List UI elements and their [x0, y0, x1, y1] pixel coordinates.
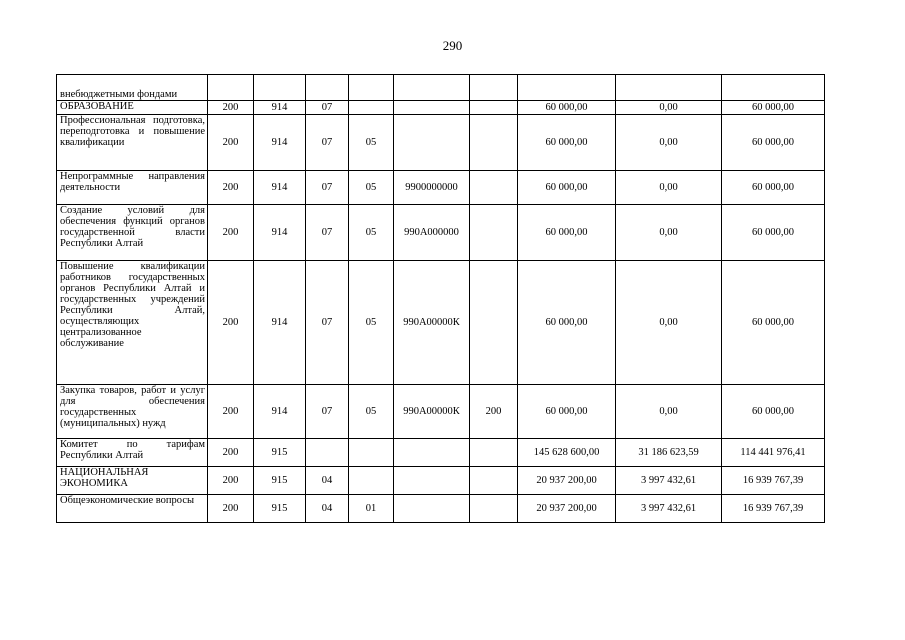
amount-cell: 145 628 600,00 [518, 439, 616, 467]
row-name: внебюджетными фондами [57, 75, 208, 101]
amount-cell: 0,00 [616, 261, 722, 385]
cell [470, 205, 518, 261]
amount-cell: 3 997 432,61 [616, 495, 722, 523]
cell: 07 [306, 101, 349, 115]
cell [349, 467, 394, 495]
amount-cell: 114 441 976,41 [722, 439, 825, 467]
cell: 200 [470, 385, 518, 439]
amount-cell: 0,00 [616, 101, 722, 115]
amount-cell: 60 000,00 [518, 205, 616, 261]
cell: 914 [254, 171, 306, 205]
cell: 914 [254, 205, 306, 261]
amount-cell: 0,00 [616, 205, 722, 261]
cell: 915 [254, 495, 306, 523]
cell [254, 75, 306, 101]
cell: 07 [306, 115, 349, 171]
cell [470, 115, 518, 171]
cell [394, 439, 470, 467]
cell: 200 [208, 115, 254, 171]
cell: 200 [208, 385, 254, 439]
cell: 07 [306, 385, 349, 439]
cell: 990А000000 [394, 205, 470, 261]
amount-cell: 31 186 623,59 [616, 439, 722, 467]
amount-cell: 60 000,00 [722, 115, 825, 171]
cell: 200 [208, 439, 254, 467]
cell [470, 495, 518, 523]
amount-cell: 60 000,00 [722, 205, 825, 261]
cell: 914 [254, 261, 306, 385]
cell [208, 75, 254, 101]
amount-cell: 60 000,00 [722, 385, 825, 439]
row-name: НАЦИОНАЛЬНАЯ ЭКОНОМИКА [57, 467, 208, 495]
cell: 200 [208, 101, 254, 115]
amount-cell [518, 75, 616, 101]
budget-table [56, 74, 825, 523]
row-name: ОБРАЗОВАНИЕ [57, 101, 208, 115]
cell [394, 467, 470, 495]
cell: 914 [254, 385, 306, 439]
amount-cell: 60 000,00 [518, 261, 616, 385]
amount-cell: 20 937 200,00 [518, 467, 616, 495]
cell [470, 439, 518, 467]
cell: 915 [254, 467, 306, 495]
cell: 01 [349, 495, 394, 523]
cell: 05 [349, 385, 394, 439]
cell: 07 [306, 171, 349, 205]
cell: 05 [349, 261, 394, 385]
cell: 200 [208, 495, 254, 523]
cell: 9900000000 [394, 171, 470, 205]
table-row [57, 261, 825, 385]
table-row [57, 385, 825, 439]
amount-cell [722, 75, 825, 101]
cell: 990А00000К [394, 385, 470, 439]
table-row [57, 495, 825, 523]
table-row [57, 115, 825, 171]
amount-cell: 16 939 767,39 [722, 495, 825, 523]
table-row [57, 75, 825, 101]
cell: 04 [306, 467, 349, 495]
cell: 04 [306, 495, 349, 523]
amount-cell [616, 75, 722, 101]
cell [470, 261, 518, 385]
cell [349, 75, 394, 101]
amount-cell: 60 000,00 [518, 171, 616, 205]
amount-cell: 60 000,00 [518, 101, 616, 115]
row-name: Повышение квалификации работников государственных органов Республики Алтай и государственных учреждений Республики Алтай, осуществляющих централизованное обслуживание [57, 261, 208, 385]
table-row [57, 467, 825, 495]
row-name: Непрограммные направления деятельности [57, 171, 208, 205]
cell: 914 [254, 115, 306, 171]
cell [470, 171, 518, 205]
cell: 200 [208, 467, 254, 495]
table-row [57, 101, 825, 115]
row-name: Общеэкономические вопросы [57, 495, 208, 523]
amount-cell: 16 939 767,39 [722, 467, 825, 495]
page-number: 290 [442, 38, 463, 53]
amount-cell: 60 000,00 [518, 385, 616, 439]
cell: 200 [208, 205, 254, 261]
row-name: Создание условий для обеспечения функций органов государственной власти Республики Алтай [57, 205, 208, 261]
cell [349, 101, 394, 115]
table-row [57, 205, 825, 261]
cell: 200 [208, 171, 254, 205]
cell: 915 [254, 439, 306, 467]
row-name: Закупка товаров, работ и услуг для обеспечения государственных (муниципальных) нужд [57, 385, 208, 439]
cell: 05 [349, 171, 394, 205]
amount-cell: 3 997 432,61 [616, 467, 722, 495]
amount-cell: 60 000,00 [722, 101, 825, 115]
cell: 05 [349, 115, 394, 171]
row-name: Комитет по тарифам Республики Алтай [57, 439, 208, 467]
cell: 990А00000К [394, 261, 470, 385]
table-row [57, 439, 825, 467]
cell [394, 495, 470, 523]
amount-cell: 0,00 [616, 171, 722, 205]
row-name: Профессиональная подготовка, переподготовка и повышение квалификации [57, 115, 208, 171]
cell [394, 115, 470, 171]
cell [470, 75, 518, 101]
amount-cell: 60 000,00 [518, 115, 616, 171]
cell: 914 [254, 101, 306, 115]
cell [306, 439, 349, 467]
table-row [57, 171, 825, 205]
cell [394, 75, 470, 101]
amount-cell: 20 937 200,00 [518, 495, 616, 523]
amount-cell: 60 000,00 [722, 171, 825, 205]
cell [470, 467, 518, 495]
cell [394, 101, 470, 115]
amount-cell: 0,00 [616, 385, 722, 439]
cell: 05 [349, 205, 394, 261]
cell: 200 [208, 261, 254, 385]
cell: 07 [306, 261, 349, 385]
cell: 07 [306, 205, 349, 261]
cell [349, 439, 394, 467]
cell [470, 101, 518, 115]
amount-cell: 0,00 [616, 115, 722, 171]
amount-cell: 60 000,00 [722, 261, 825, 385]
cell [306, 75, 349, 101]
